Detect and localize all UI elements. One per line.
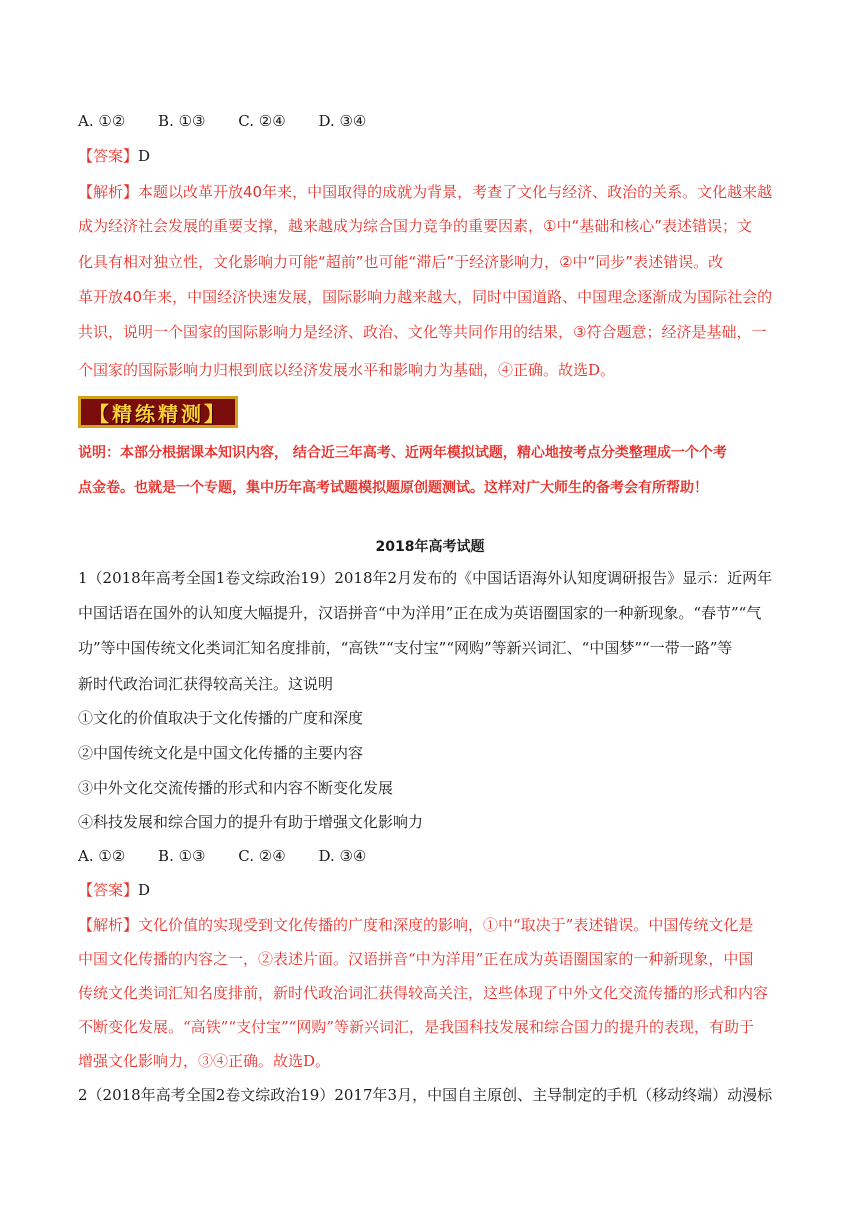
q1-stem-line-3: 功”等中国传统文化类词汇知名度排前，“高铁”“支付宝”“网购”等新兴词汇、“中国梦”“一带一路”等 bbox=[78, 639, 733, 657]
note-line-2: 点金卷。也就是一个专题，集中历年高考试题模拟题原创题测试。这样对广大师生的备考会有所帮助！ bbox=[78, 480, 708, 496]
q0-option-b[interactable]: B. ①③ bbox=[158, 112, 206, 130]
q1-choice-2: ②中国传统文化是中国文化传播的主要内容 bbox=[78, 744, 364, 762]
q1-choice-3: ③中外文化交流传播的形式和内容不断变化发展 bbox=[78, 779, 394, 797]
note-line-1: 说明：本部分根据课本知识内容， 结合近三年高考、近两年模拟试题，精心地按考点分类整理成一个个考 bbox=[78, 445, 727, 461]
q1-answer-tag: 【答案】 bbox=[78, 881, 139, 899]
q2-stem-line-1: 2（2018年高考全国2卷文综政治19）2017年3月，中国自主原创、主导制定的手机（移动终端）动漫标 bbox=[78, 1086, 773, 1104]
q0-analysis-line-6: 个国家的国际影响力归根到底以经济发展水平和影响力为基础，④正确。故选D。 bbox=[78, 361, 616, 379]
q0-option-a[interactable]: A. ①② bbox=[78, 112, 126, 130]
q1-stem-line-4: 新时代政治词汇获得较高关注。这说明 bbox=[78, 675, 334, 693]
q1-answer-value: D bbox=[138, 881, 151, 899]
section-heading: 2018年高考试题 bbox=[375, 539, 485, 555]
q0-analysis-line-3: 化具有相对独立性，文化影响力可能“超前”也可能“滞后”于经济影响力，②中“同步”表述错误。改 bbox=[78, 253, 724, 271]
q0-options bbox=[78, 110, 798, 132]
section-banner-label: 【精练精测】 bbox=[89, 401, 227, 426]
q1-stem-line-2: 中国话语在国外的认知度大幅提升，汉语拼音“中为洋用”正在成为英语圈国家的一种新现象。“春节”“气 bbox=[78, 604, 762, 622]
q1-analysis-line-2: 中国文化传播的内容之一，②表述片面。汉语拼音“中为洋用”正在成为英语圈国家的一种新现象，中国 bbox=[78, 950, 754, 968]
q1-option-c[interactable]: C. ②④ bbox=[238, 847, 286, 865]
q1-analysis-line-5: 增强文化影响力，③④正确。故选D。 bbox=[78, 1052, 331, 1070]
q0-analysis-line-1: 【解析】本题以改革开放40年来，中国取得的成就为背景，考查了文化与经济、政治的关系。文化越来越 bbox=[78, 183, 773, 201]
q1-stem-line-1: 1（2018年高考全国1卷文综政治19）2018年2月发布的《中国话语海外认知度调研报告》显示：近两年 bbox=[78, 569, 773, 587]
q1-analysis-line-1: 【解析】文化价值的实现受到文化传播的广度和深度的影响，①中“取决于”表述错误。中国传统文化是 bbox=[78, 916, 754, 934]
q1-choice-1: ①文化的价值取决于文化传播的广度和深度 bbox=[78, 709, 364, 727]
q1-option-a[interactable]: A. ①② bbox=[78, 847, 126, 865]
q0-option-d[interactable]: D. ③④ bbox=[318, 112, 367, 130]
q0-option-c[interactable]: C. ②④ bbox=[238, 112, 286, 130]
q1-answer bbox=[78, 879, 798, 901]
q0-analysis-line-4: 革开放40年来，中国经济快速发展，国际影响力越来越大，同时中国道路、中国理念逐渐成为国际社会的 bbox=[78, 288, 773, 306]
q1-analysis-line-4: 不断变化发展。“高铁”“支付宝”“网购”等新兴词汇，是我国科技发展和综合国力的提升的表现，有助于 bbox=[78, 1018, 755, 1036]
q0-answer-tag: 【答案】 bbox=[78, 147, 139, 165]
q0-analysis-line-2: 成为经济社会发展的重要支撑，越来越成为综合国力竞争的重要因素，①中“基础和核心”表述错误；文 bbox=[78, 217, 752, 235]
section-banner bbox=[78, 396, 238, 428]
q0-analysis-line-5: 共识，说明一个国家的国际影响力是经济、政治、文化等共同作用的结果，③符合题意；经济是基础，一 bbox=[78, 323, 767, 341]
q1-option-d[interactable]: D. ③④ bbox=[318, 847, 367, 865]
q1-analysis-line-3: 传统文化类词汇知名度排前，新时代政治词汇获得较高关注，这些体现了中外文化交流传播的形式和内容 bbox=[78, 984, 769, 1002]
q1-option-b[interactable]: B. ①③ bbox=[158, 847, 206, 865]
q1-options bbox=[78, 845, 798, 867]
q1-choice-4: ④科技发展和综合国力的提升有助于增强文化影响力 bbox=[78, 813, 424, 831]
q0-answer-value: D bbox=[138, 147, 151, 165]
q0-answer bbox=[78, 145, 798, 167]
